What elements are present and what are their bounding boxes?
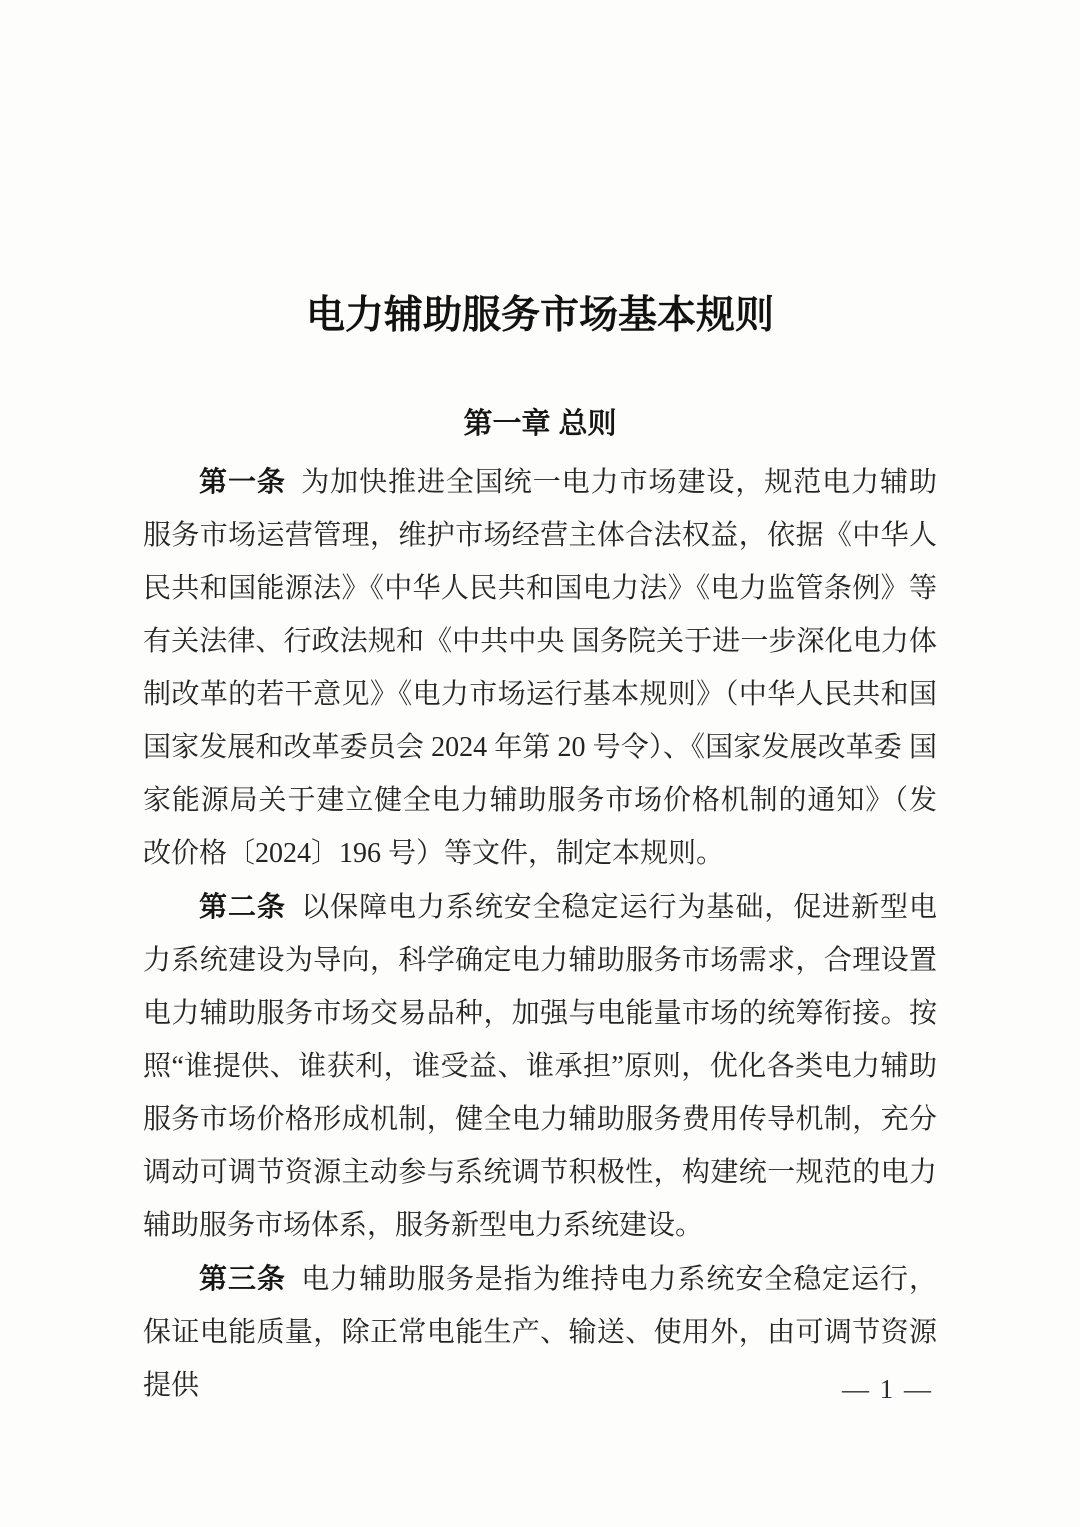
article-2-label: 第二条 <box>199 891 286 922</box>
article-1-label: 第一条 <box>199 466 286 497</box>
article-1-text: 为加快推进全国统一电力市场建设，规范电力辅助服务市场运营管理，维护市场经营主体合法权益，依据《中华人民共和国能源法》《中华人民共和国电力法》《电力监管条例》等有关法律、行政法规和《中共中央 国务院关于进一步深化电力体制改革的若干意见》《电力市场运行基本规则》（中华人民共和国国家发展和改革委员会 2024 年第 20 号令）、《国家发展改革委 国家能源局关于建立健全电力辅助服务市场价格机制的通知》（发改价格〔2024〕196 号）等文件，制定本规则。 <box>143 467 937 869</box>
document-body <box>143 455 937 1412</box>
chapter-heading: 第一章 总则 <box>463 408 617 440</box>
article-3-paragraph <box>143 1252 937 1412</box>
article-2-text: 以保障电力系统安全稳定运行为基础，促进新型电力系统建设为导向，科学确定电力辅助服务市场需求，合理设置电力辅助服务市场交易品种，加强与电能量市场的统筹衔接。按照“谁提供、谁获利，谁受益、谁承担”原则，优化各类电力辅助服务市场价格形成机制，健全电力辅助服务费用传导机制，充分调动可调节资源主动参与系统调节积极性，构建统一规范的电力辅助服务市场体系，服务新型电力系统建设。 <box>143 892 937 1241</box>
article-1-paragraph <box>143 455 937 880</box>
page-number: — 1 — <box>842 1374 933 1404</box>
article-2-paragraph <box>143 880 937 1252</box>
article-3-text: 电力辅助服务是指为维持电力系统安全稳定运行，保证电能质量，除正常电能生产、输送、使用外，由可调节资源提供 <box>143 1264 937 1401</box>
document-title: 电力辅助服务市场基本规则 <box>305 294 774 337</box>
article-3-label: 第三条 <box>199 1263 286 1294</box>
